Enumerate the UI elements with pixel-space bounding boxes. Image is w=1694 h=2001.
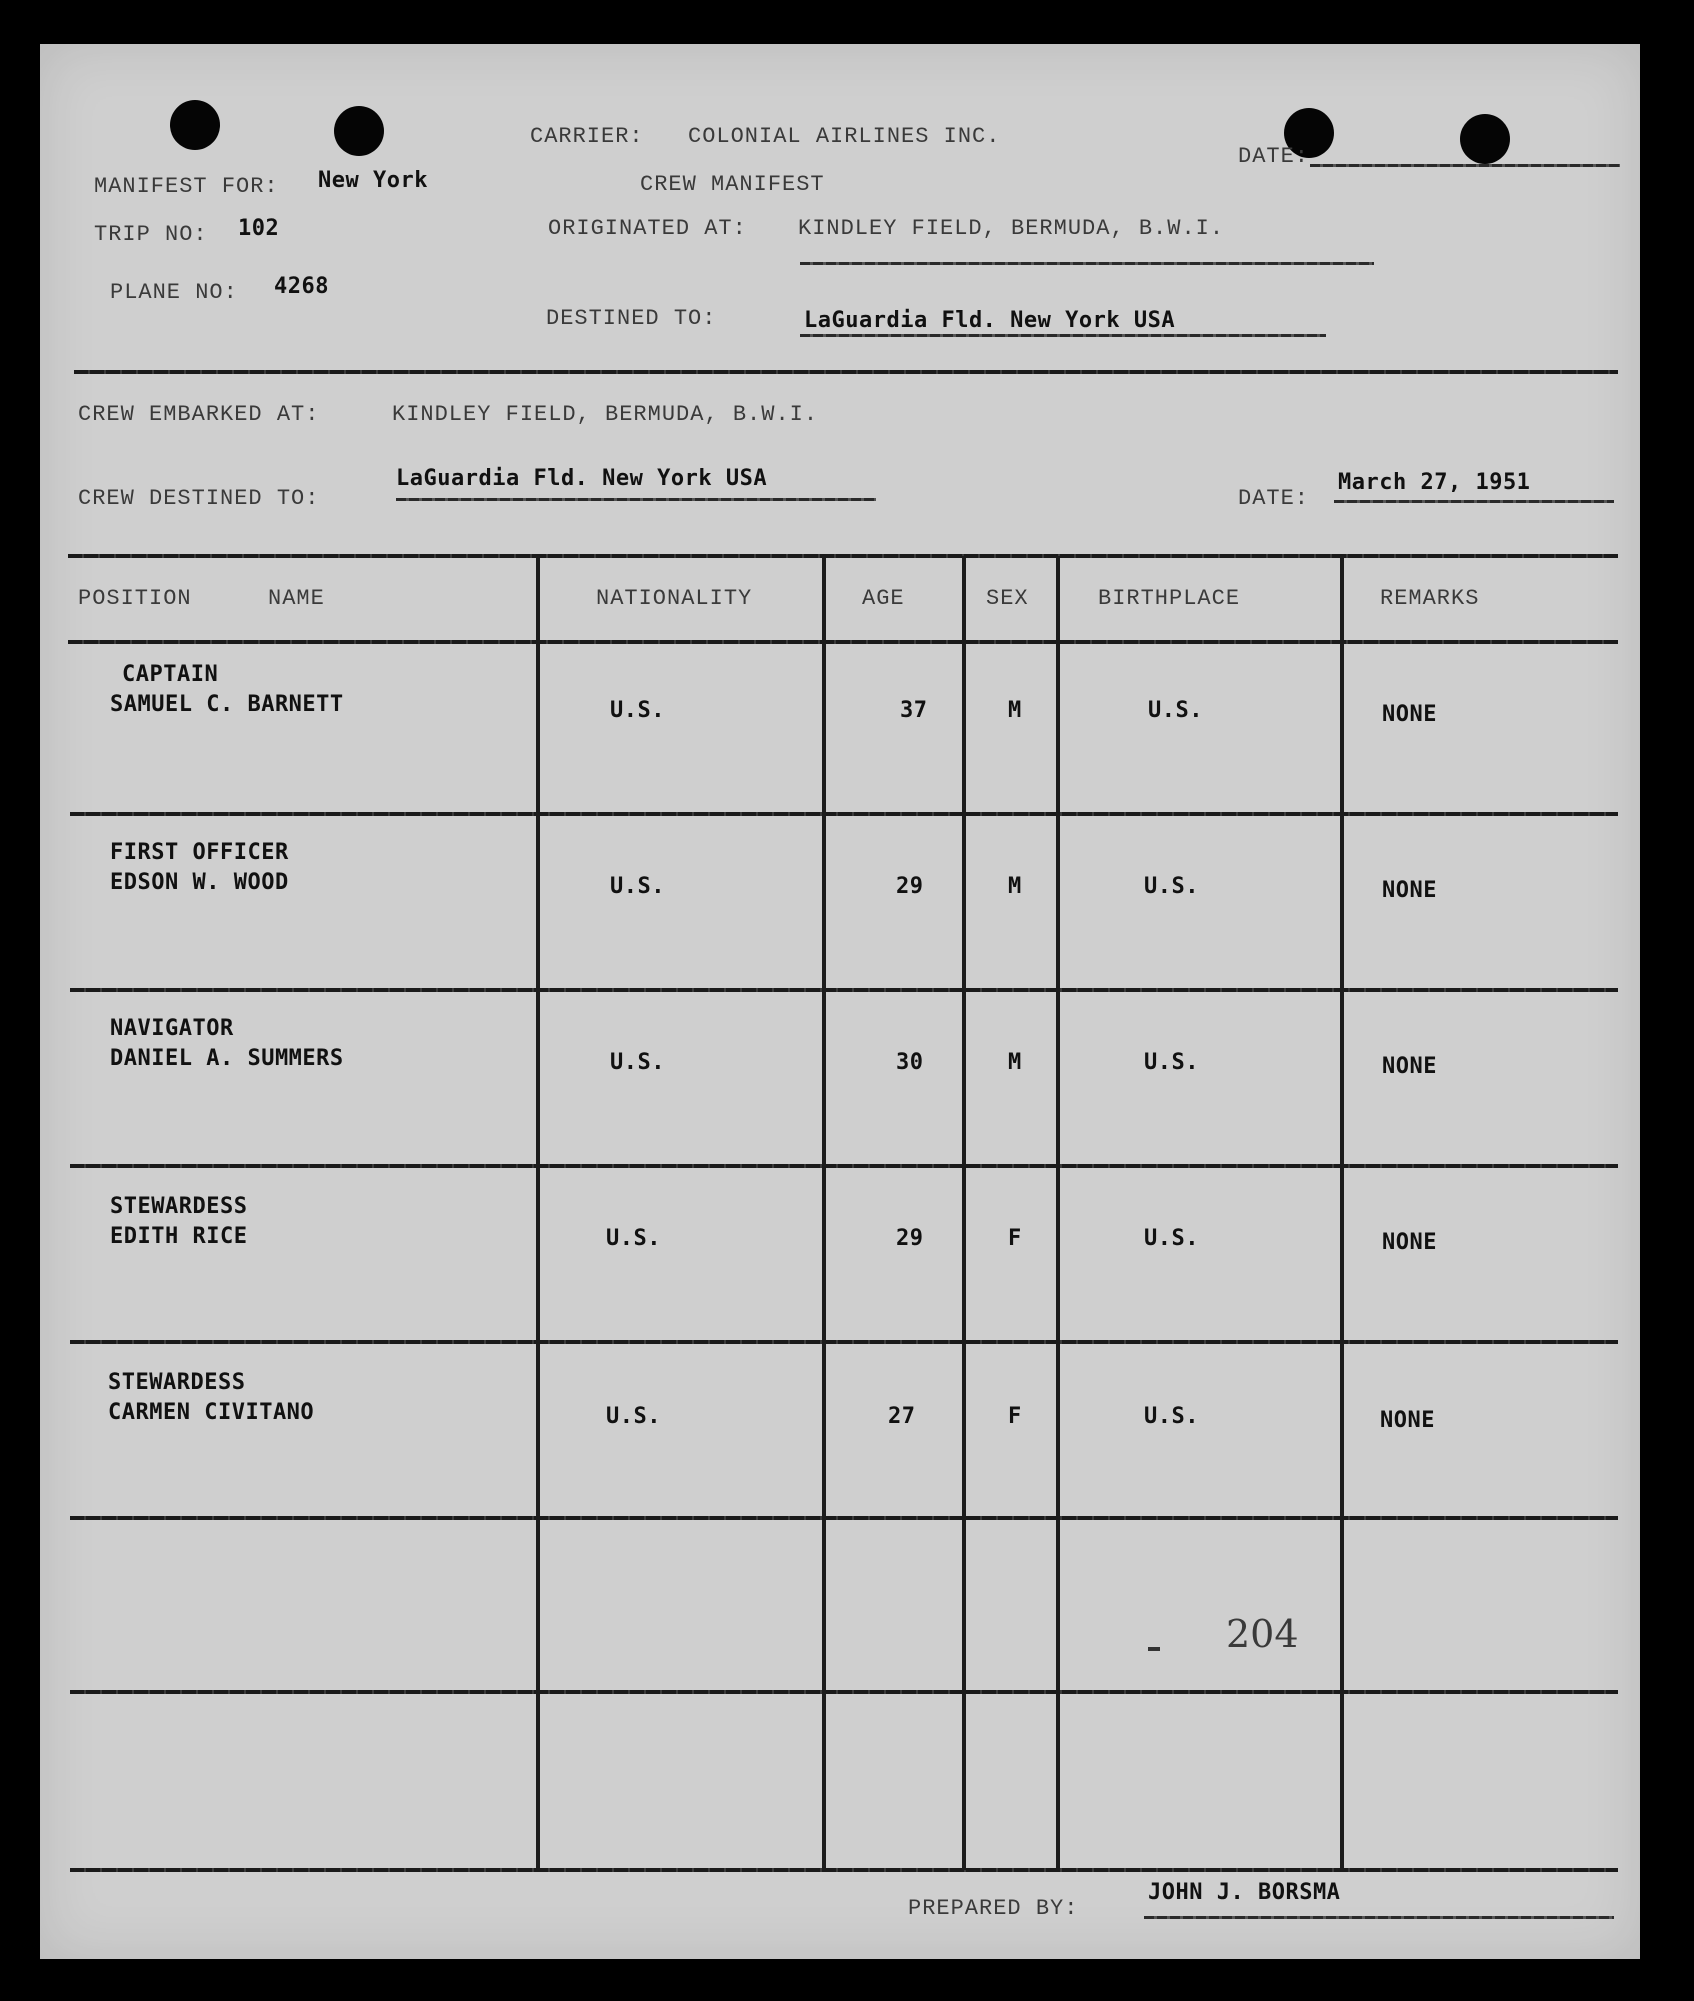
header-remarks: REMARKS [1380,586,1480,611]
punch-hole-left-1 [170,100,220,150]
date-underline-top [1310,164,1620,167]
manifest-for-value: New York [318,168,428,193]
manifest-for-label: MANIFEST FOR: [94,174,279,199]
crew-embarked-value: KINDLEY FIELD, BERMUDA, B.W.I. [392,402,819,427]
stamp-dash [1148,1647,1160,1651]
header-nationality: NATIONALITY [596,586,753,611]
col-rule-age [962,556,966,1870]
row-1-name: SAMUEL C. BARNETT [110,692,344,717]
carrier-label: CARRIER: [530,124,644,149]
punch-hole-left-2 [334,106,384,156]
row-rule-6 [70,1690,1618,1694]
col-rule-birthplace [1340,556,1344,1870]
destined-underline [800,334,1326,337]
row-4-age: 29 [896,1226,924,1251]
row-3-age: 30 [896,1050,924,1075]
stamped-page-number: 204 [1226,1612,1299,1656]
crew-manifest-title: CREW MANIFEST [640,172,825,197]
row-rule-5 [70,1516,1618,1520]
punch-hole-right-2 [1460,114,1510,164]
originated-at-value: KINDLEY FIELD, BERMUDA, B.W.I. [798,216,1225,241]
row-3-remarks: NONE [1382,1054,1437,1079]
manifest-page [40,44,1640,1959]
row-3-name: DANIEL A. SUMMERS [110,1046,344,1071]
row-3-sex: M [1008,1050,1022,1075]
row-1-sex: M [1008,698,1022,723]
row-5-remarks: NONE [1380,1408,1435,1433]
col-rule-name [536,556,540,1870]
row-rule-4 [70,1340,1618,1344]
originated-underline [800,262,1374,265]
col-rule-nationality [822,556,826,1870]
row-1-nationality: U.S. [610,698,665,723]
header-bottom-rule [68,640,1618,644]
row-4-nationality: U.S. [606,1226,661,1251]
trip-no-value: 102 [238,216,280,241]
destined-to-label: DESTINED TO: [546,306,717,331]
row-4-name: EDITH RICE [110,1224,248,1249]
row-2-position: FIRST OFFICER [110,840,289,865]
destined-to-value: LaGuardia Fld. New York USA [804,308,1176,333]
row-2-sex: M [1008,874,1022,899]
row-4-remarks: NONE [1382,1230,1437,1255]
table-top-rule [68,554,1618,558]
col-rule-sex [1056,556,1060,1870]
row-5-name: CARMEN CIVITANO [108,1400,315,1425]
trip-no-label: TRIP NO: [94,222,208,247]
prepared-by-value: JOHN J. BORSMA [1148,1880,1341,1905]
row-4-birthplace: U.S. [1144,1226,1199,1251]
row-1-remarks: NONE [1382,702,1437,727]
header-age: AGE [862,586,905,611]
row-5-age: 27 [888,1404,916,1429]
row-2-birthplace: U.S. [1144,874,1199,899]
originated-at-label: ORIGINATED AT: [548,216,747,241]
row-3-birthplace: U.S. [1144,1050,1199,1075]
row-4-position: STEWARDESS [110,1194,248,1219]
crew-embarked-label: CREW EMBARKED AT: [78,402,320,427]
header-birthplace: BIRTHPLACE [1098,586,1241,611]
row-rule-1 [70,812,1618,816]
row-1-position: CAPTAIN [122,662,219,687]
row-5-nationality: U.S. [606,1404,661,1429]
row-5-position: STEWARDESS [108,1370,246,1395]
row-2-nationality: U.S. [610,874,665,899]
table-bottom-rule [70,1868,1618,1872]
row-3-position: NAVIGATOR [110,1016,234,1041]
crew-date-value: March 27, 1951 [1338,470,1531,495]
plane-no-label: PLANE NO: [110,280,238,305]
header-sex: SEX [986,586,1029,611]
header-position: POSITION [78,586,192,611]
row-5-birthplace: U.S. [1144,1404,1199,1429]
row-rule-3 [70,1164,1618,1168]
row-2-name: EDSON W. WOOD [110,870,289,895]
row-2-age: 29 [896,874,924,899]
plane-no-value: 4268 [274,274,329,299]
row-rule-2 [70,988,1618,992]
row-1-age: 37 [900,698,928,723]
crew-destined-value: LaGuardia Fld. New York USA [396,466,768,491]
crew-destined-label: CREW DESTINED TO: [78,486,320,511]
row-1-birthplace: U.S. [1148,698,1203,723]
row-3-nationality: U.S. [610,1050,665,1075]
carrier-value: COLONIAL AIRLINES INC. [688,124,1001,149]
header-name: NAME [268,586,325,611]
prepared-by-underline [1144,1916,1614,1919]
row-5-sex: F [1008,1404,1022,1429]
header-divider [74,370,1618,374]
row-4-sex: F [1008,1226,1022,1251]
crew-destined-underline [396,498,876,501]
crew-date-label: DATE: [1238,486,1310,511]
row-2-remarks: NONE [1382,878,1437,903]
prepared-by-label: PREPARED BY: [908,1896,1079,1921]
date-label-top: DATE: [1238,144,1310,169]
crew-date-underline [1334,500,1614,503]
